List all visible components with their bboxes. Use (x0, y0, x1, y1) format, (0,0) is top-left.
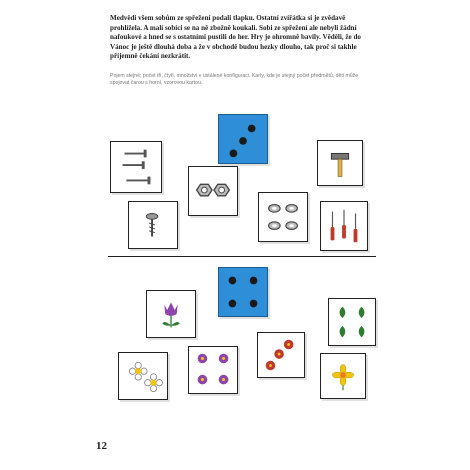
card-tulip[interactable] (146, 290, 196, 338)
tulip-icon (147, 291, 195, 337)
pattern-card-three[interactable] (218, 114, 268, 164)
leaves-icon (329, 299, 375, 345)
dice-three-icon (219, 115, 267, 163)
card-screwdrivers[interactable] (320, 201, 368, 251)
purple-flowers-icon (189, 347, 237, 393)
pattern-card-four[interactable] (218, 267, 268, 317)
section-divider (108, 256, 376, 257)
red-flowers-icon (258, 333, 304, 377)
card-red-flowers[interactable] (257, 332, 305, 378)
nuts-icon (189, 167, 237, 215)
hammer-icon (318, 141, 362, 185)
card-screw[interactable] (128, 201, 178, 249)
card-nails[interactable] (110, 141, 162, 193)
card-leaves[interactable] (328, 298, 376, 346)
page-number: 12 (96, 440, 107, 452)
nails-icon (111, 142, 161, 192)
washers-icon (259, 193, 307, 241)
card-daisies[interactable] (118, 352, 168, 400)
card-yellow-flower[interactable] (320, 353, 366, 399)
screwdrivers-icon (321, 202, 367, 250)
card-washers[interactable] (258, 192, 308, 242)
story-text: Medvědi všem sobům ze spřežení podali tlapku. Ostatní zvířátka si je zvědavě prohlížela. A malí sobíci se na ně zbožně koukali. Sobi ze spřežení ale nebyli žádní nafoukové a hned se s ostatními pustili do her. Hry je ohromně bavily. Věděli, že do Vánoc je ještě dlouhá doba a že v obchodě budou hezky dlouho, tak proč si takhle příjemně čekání nezkrátit. (110, 14, 361, 61)
dice-four-icon (219, 268, 267, 316)
daisies-icon (119, 353, 167, 399)
yellow-flower-icon (321, 354, 365, 398)
card-nuts[interactable] (188, 166, 238, 216)
card-purple-flowers[interactable] (188, 346, 238, 394)
screw-icon (129, 202, 177, 248)
teacher-note: Pojem stejné; počet tři, čtyři, množství v ustálené konfiguraci. Karty, kde je stejný počet předmětů, děti může spojovat čarou s horní, vzorovou kartou. (110, 73, 359, 87)
card-hammer[interactable] (317, 140, 363, 186)
